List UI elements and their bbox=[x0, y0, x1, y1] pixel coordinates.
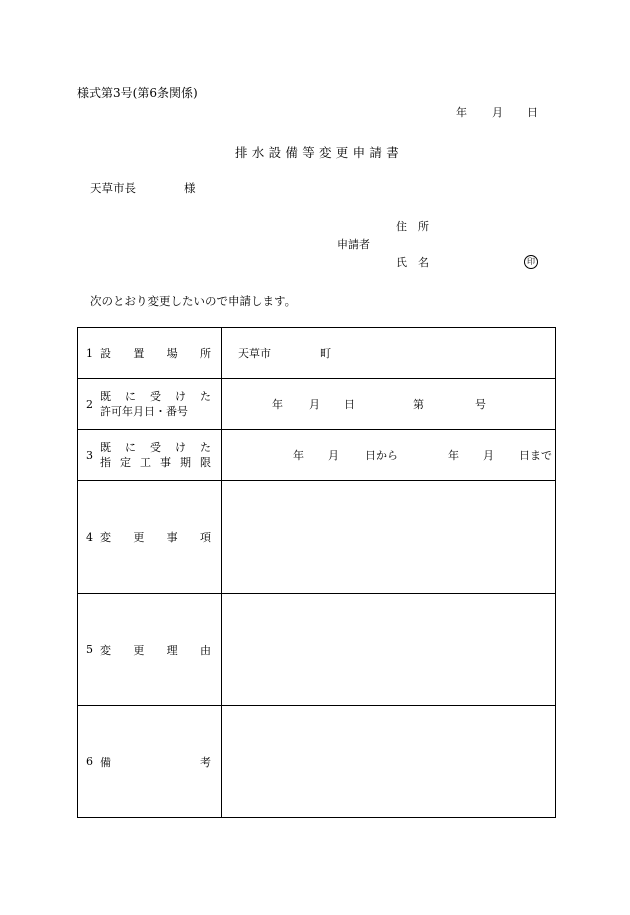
row-remarks bbox=[78, 706, 556, 818]
city-name: 天草市 bbox=[238, 347, 271, 360]
row-construction-period-label-line2: 指 定 工 事 期 限 bbox=[100, 456, 211, 469]
row-number: 5 bbox=[86, 643, 93, 656]
row-change-items bbox=[78, 481, 556, 594]
row-location bbox=[78, 328, 556, 379]
row-prior-permit-label-line1: 既 に 受 け た bbox=[100, 390, 211, 403]
row-remarks-label bbox=[78, 706, 222, 818]
row-number: 6 bbox=[86, 755, 93, 768]
period-start-year-label: 年 bbox=[293, 449, 304, 462]
period-until-label: 日まで bbox=[519, 449, 552, 462]
permit-go-label: 号 bbox=[475, 398, 486, 411]
row-location-label-text: 設 置 場 所 bbox=[100, 347, 211, 360]
addressee-honorific: 様 bbox=[184, 181, 196, 195]
form-number: 様式第3号(第6条関係) bbox=[77, 86, 198, 100]
period-end-year-label: 年 bbox=[448, 449, 459, 462]
row-number: 2 bbox=[86, 397, 93, 411]
row-prior-permit bbox=[78, 379, 556, 430]
applicant-name-label: 氏 名 bbox=[396, 256, 429, 269]
document-title: 排水設備等変更申請書 bbox=[235, 145, 404, 160]
period-end-month-label: 月 bbox=[483, 449, 494, 462]
row-construction-period-label-line1: 既 に 受 け た bbox=[100, 441, 211, 454]
application-table bbox=[77, 327, 556, 818]
row-change-items-label bbox=[78, 481, 222, 594]
date-month-label: 月 bbox=[492, 106, 503, 119]
town-suffix: 町 bbox=[320, 347, 331, 360]
permit-day-label: 日 bbox=[344, 398, 355, 411]
period-start-month-label: 月 bbox=[328, 449, 339, 462]
permit-year-label: 年 bbox=[272, 398, 283, 411]
row-construction-period bbox=[78, 430, 556, 481]
permit-dai-label: 第 bbox=[413, 398, 424, 411]
row-number: 1 bbox=[86, 346, 93, 360]
addressee-name: 天草市長 bbox=[90, 181, 136, 195]
date-year-label: 年 bbox=[456, 106, 467, 119]
intro-sentence: 次のとおり変更したいので申請します。 bbox=[90, 294, 297, 308]
row-number: 4 bbox=[86, 530, 93, 544]
date-day-label: 日 bbox=[527, 106, 538, 119]
applicant-address-label: 住 所 bbox=[396, 220, 429, 233]
row-change-items-label-text: 変 更 事 項 bbox=[100, 531, 211, 544]
row-remarks-label-text: 備 考 bbox=[100, 755, 211, 769]
permit-month-label: 月 bbox=[309, 398, 320, 411]
seal-mark: 印 bbox=[524, 255, 538, 269]
row-prior-permit-label bbox=[78, 379, 222, 430]
row-change-reason-label-text: 変 更 理 由 bbox=[100, 643, 211, 657]
period-from-label: 日から bbox=[365, 449, 398, 462]
row-prior-permit-label-line2: 許可年月日・番号 bbox=[100, 405, 188, 418]
row-number: 3 bbox=[86, 448, 93, 462]
row-location-label bbox=[78, 328, 222, 379]
row-prior-permit-value[interactable] bbox=[222, 379, 556, 430]
row-change-reason-label bbox=[78, 594, 222, 706]
applicant-label: 申請者 bbox=[337, 238, 370, 251]
row-change-reason-value[interactable] bbox=[222, 594, 556, 706]
row-change-items-value[interactable] bbox=[222, 481, 556, 594]
row-remarks-value[interactable] bbox=[222, 706, 556, 818]
row-location-value[interactable] bbox=[222, 328, 556, 379]
row-construction-period-label bbox=[78, 430, 222, 481]
row-construction-period-value[interactable] bbox=[222, 430, 556, 481]
row-change-reason bbox=[78, 594, 556, 706]
